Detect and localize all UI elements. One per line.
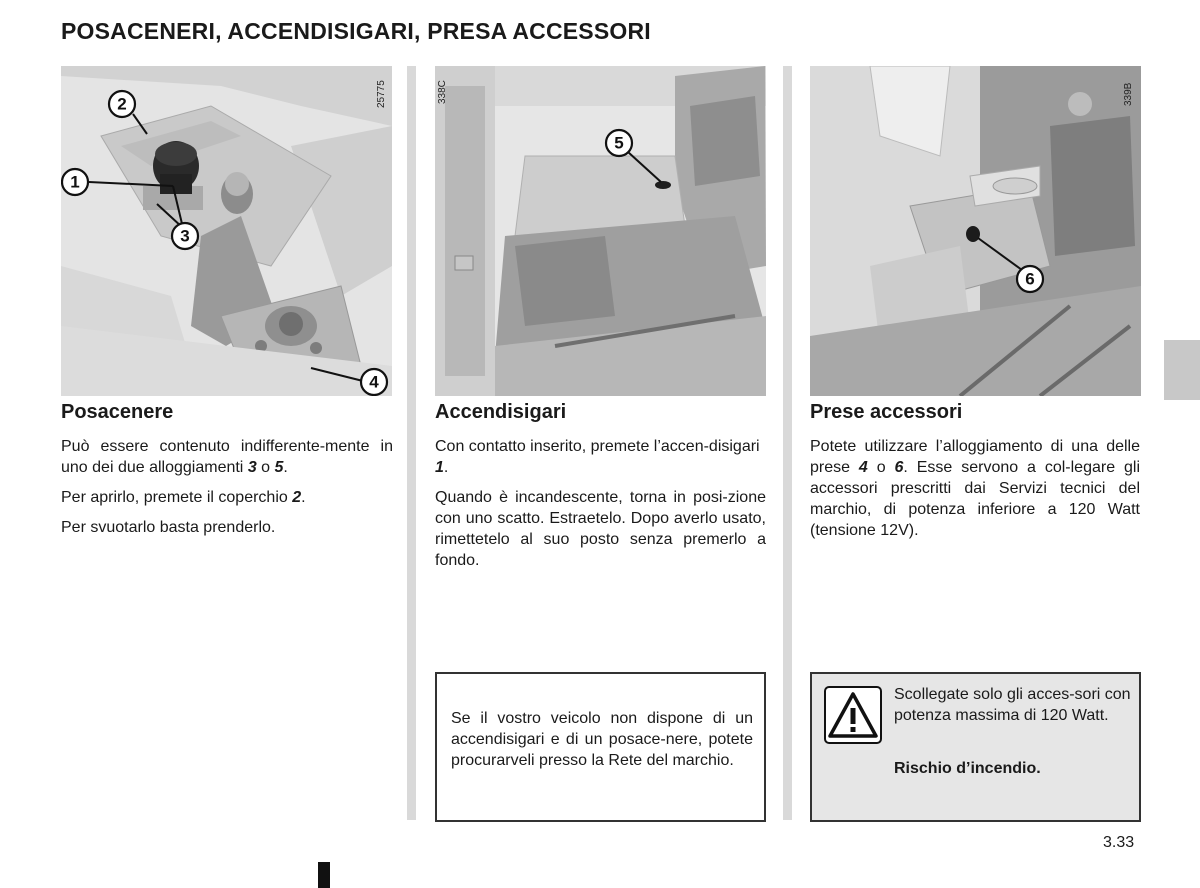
warning-risk: Rischio d’incendio. (894, 760, 1041, 777)
section-heading-prese-accessori: Prese accessori (810, 401, 963, 423)
warning-triangle-icon (824, 686, 882, 744)
posacenere-text (61, 436, 393, 547)
callout-5 (606, 130, 632, 156)
column-divider (783, 66, 792, 820)
paragraph: Con contatto inserito, premete l’accen-disigari 1. (435, 438, 760, 476)
image-reference-code: 25775 (376, 80, 387, 108)
svg-text:5: 5 (614, 133, 624, 153)
paragraph: Potete utilizzare l’alloggiamento di una delle prese 4 o 6. Esse servono a col-legare gli accessori prescritti dai Servizi tecnici del marchio, di potenza inferiore a 120 Watt (tensione 12V). (810, 438, 1140, 539)
ashtray-photo (61, 66, 392, 396)
page-title: POSACENERI, ACCENDISIGARI, PRESA ACCESSORI (61, 18, 651, 44)
accendisigari-text (435, 436, 766, 580)
page-number: 3.33 (1103, 834, 1135, 851)
svg-text:4: 4 (369, 372, 379, 392)
info-note-text: Se il vostro veicolo non dispone di un accendisigari e di un posace-nere, potete procurarveli presso la Rete del marchio. (451, 710, 753, 769)
section-heading-posacenere: Posacenere (61, 401, 174, 423)
warning-text: Scollegate solo gli acces-sori con potenza massima di 120 Watt. (894, 686, 1131, 724)
column-divider (407, 66, 416, 820)
svg-text:1: 1 (70, 172, 80, 192)
paragraph: Per aprirlo, premete il coperchio 2. (61, 489, 306, 506)
cigarette-lighter-photo (435, 66, 766, 396)
callout-2 (109, 91, 135, 117)
image-reference-code: 339B (1123, 82, 1134, 106)
paragraph: Può essere contenuto indifferente-mente in uno dei due alloggiamenti 3 o 5. (61, 438, 393, 476)
paragraph: Per svuotarlo basta prenderlo. (61, 519, 276, 536)
chapter-tab (1164, 340, 1200, 400)
accessory-socket-photo (810, 66, 1141, 396)
info-note-box (435, 672, 766, 822)
warning-box (810, 672, 1141, 822)
callout-1 (62, 169, 88, 195)
paragraph: Quando è incandescente, torna in posi-zione con uno scatto. Estraetelo. Dopo averlo usato, rimettetelo al suo posto senza premerlo a fondo. (435, 489, 766, 569)
svg-text:3: 3 (180, 226, 190, 246)
callout-4 (361, 369, 387, 395)
svg-text:2: 2 (117, 94, 127, 114)
svg-text:6: 6 (1025, 269, 1035, 289)
print-mark (318, 862, 330, 888)
callout-3 (172, 223, 198, 249)
section-heading-accendisigari: Accendisigari (435, 401, 567, 423)
image-reference-code: 338C (437, 80, 448, 104)
prese-accessori-text (810, 436, 1140, 550)
callout-6 (1017, 266, 1043, 292)
